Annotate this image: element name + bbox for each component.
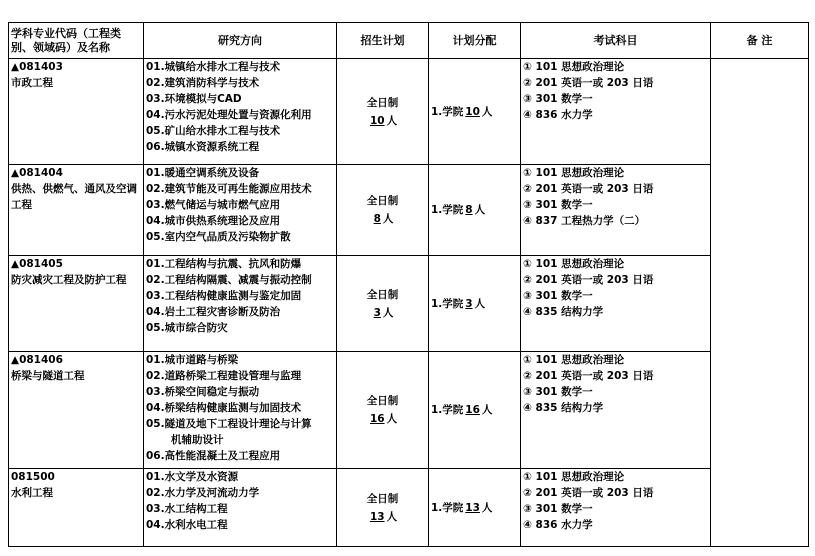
- major-cell: [9, 469, 144, 547]
- exams-cell: [521, 165, 711, 256]
- header-allocation: 计划分配: [429, 23, 521, 59]
- direction-item: 02.建筑节能及可再生能源应用技术: [146, 183, 312, 195]
- exam-item: ① 101 思想政治理论: [523, 471, 625, 483]
- allocation-cell: [429, 352, 521, 469]
- plan-count: 13: [369, 510, 385, 523]
- exam-item: ④ 835 结构力学: [523, 306, 604, 318]
- direction-item: 03.工程结构健康监测与鉴定加固: [146, 290, 302, 302]
- plan-count: 16: [369, 413, 385, 425]
- exam-item: ① 101 思想政治理论: [523, 258, 625, 270]
- allocation-cell: [429, 165, 521, 256]
- header-row: [9, 23, 809, 59]
- major-name: 市政工程: [11, 77, 53, 89]
- exam-item: ② 201 英语一或 203 日语: [523, 487, 654, 499]
- alloc-count: 16: [465, 404, 480, 416]
- direction-item: 06.城镇水资源系统工程: [146, 141, 260, 153]
- allocation-cell: [429, 256, 521, 352]
- header-notes: 备 注: [711, 23, 809, 59]
- direction-item: 05.城市综合防灾: [146, 322, 228, 334]
- alloc-prefix: 1.学院: [431, 501, 464, 514]
- direction-item: 03.环境模拟与CAD: [146, 93, 242, 105]
- exam-item: ④ 836 水力学: [523, 519, 593, 531]
- direction-item-continued: 机辅助设计: [171, 434, 224, 446]
- alloc-unit: 人: [481, 501, 493, 514]
- alloc-unit: 人: [474, 204, 486, 216]
- exam-item: ① 101 思想政治理论: [523, 354, 625, 366]
- direction-item: 06.高性能混凝土及工程应用: [146, 450, 281, 462]
- plan-quota: [339, 410, 426, 428]
- allocation-cell: [429, 469, 521, 547]
- major-name: 供热、供燃气、通风及空调工程: [11, 183, 137, 211]
- plan-mode: 全日制: [366, 492, 399, 505]
- alloc-prefix: 1.学院: [431, 297, 464, 310]
- plan-unit: 人: [386, 510, 398, 523]
- table-row: [9, 59, 809, 165]
- direction-item: 01.暖通空调系统及设备: [146, 167, 260, 179]
- alloc-unit: 人: [481, 105, 493, 118]
- header-directions: 研究方向: [144, 23, 337, 59]
- enrollment-table: [8, 22, 809, 547]
- plan-count: 3: [373, 306, 381, 319]
- table-row: [9, 469, 809, 547]
- direction-item: 03.燃气储运与城市燃气应用: [146, 199, 281, 211]
- direction-item: 04.水利水电工程: [146, 519, 228, 531]
- direction-item: 01.水文学及水资源: [146, 471, 239, 483]
- major-cell: [9, 256, 144, 352]
- exams-cell: [521, 352, 711, 469]
- direction-item: 05.矿山给水排水工程与技术: [146, 125, 281, 137]
- exam-item: ① 101 思想政治理论: [523, 167, 625, 179]
- major-name: 水利工程: [11, 487, 53, 499]
- major-cell: [9, 352, 144, 469]
- major-cell: [9, 59, 144, 165]
- plan-quota: [339, 304, 426, 322]
- exam-item: ② 201 英语一或 203 日语: [523, 77, 654, 89]
- alloc-prefix: 1.学院: [431, 404, 464, 416]
- exam-item: ③ 301 数学一: [523, 199, 593, 211]
- major-name: 桥梁与隧道工程: [11, 370, 85, 382]
- plan-unit: 人: [386, 114, 398, 127]
- direction-item: 01.城镇给水排水工程与技术: [146, 61, 281, 73]
- exam-item: ② 201 英语一或 203 日语: [523, 274, 654, 286]
- exams-cell: [521, 469, 711, 547]
- major-code: ▲081403: [11, 61, 63, 73]
- directions-cell: [144, 469, 337, 547]
- header-plan: 招生计划: [337, 23, 429, 59]
- major-cell: [9, 165, 144, 256]
- alloc-prefix: 1.学院: [431, 204, 464, 216]
- plan-count: 8: [373, 213, 381, 225]
- exam-item: ③ 301 数学一: [523, 93, 593, 105]
- direction-item: 02.建筑消防科学与技术: [146, 77, 260, 89]
- allocation-cell: [429, 59, 521, 165]
- direction-item: 02.水力学及河流动力学: [146, 487, 260, 499]
- exam-item: ④ 836 水力学: [523, 109, 593, 121]
- plan-cell: [337, 469, 429, 547]
- directions-cell: [144, 352, 337, 469]
- direction-item: 03.桥梁空间稳定与振动: [146, 386, 260, 398]
- exam-item: ③ 301 数学一: [523, 386, 593, 398]
- major-code: ▲081406: [11, 354, 63, 366]
- directions-cell: [144, 256, 337, 352]
- plan-cell: [337, 165, 429, 256]
- direction-item: 04.污水污泥处理处置与资源化利用: [146, 109, 312, 121]
- direction-item: 01.工程结构与抗震、抗风和防爆: [146, 258, 302, 270]
- plan-quota: [339, 210, 426, 228]
- header-code: 学科专业代码（工程类别、领域码）及名称: [9, 23, 144, 59]
- major-name: 防灾减灾工程及防护工程: [11, 274, 127, 286]
- major-code: ▲081405: [11, 258, 63, 270]
- direction-item: 01.城市道路与桥梁: [146, 354, 239, 366]
- directions-cell: [144, 59, 337, 165]
- alloc-unit: 人: [481, 404, 493, 416]
- direction-item: 03.水工结构工程: [146, 503, 228, 515]
- major-code: ▲081404: [11, 167, 63, 179]
- plan-mode: 全日制: [366, 288, 399, 301]
- exam-item: ① 101 思想政治理论: [523, 61, 625, 73]
- plan-mode: 全日制: [366, 395, 399, 407]
- alloc-count: 8: [465, 204, 473, 216]
- exam-item: ④ 835 结构力学: [523, 402, 604, 414]
- table-row: [9, 165, 809, 256]
- plan-unit: 人: [382, 213, 394, 225]
- plan-quota: [339, 508, 426, 526]
- table-row: [9, 352, 809, 469]
- major-code: 081500: [11, 471, 55, 483]
- exam-item: ③ 301 数学一: [523, 503, 593, 515]
- plan-quota: [339, 112, 426, 130]
- plan-mode: 全日制: [366, 96, 399, 109]
- direction-item: 04.城市供热系统理论及应用: [146, 215, 281, 227]
- alloc-count: 3: [465, 297, 473, 310]
- exam-item: ② 201 英语一或 203 日语: [523, 370, 654, 382]
- alloc-prefix: 1.学院: [431, 105, 464, 118]
- exam-item: ② 201 英语一或 203 日语: [523, 183, 654, 195]
- plan-cell: [337, 256, 429, 352]
- direction-item: 04.岩土工程灾害诊断及防治: [146, 306, 281, 318]
- direction-item: 04.桥梁结构健康监测与加固技术: [146, 402, 302, 414]
- plan-count: 10: [369, 114, 385, 127]
- exam-item: ③ 301 数学一: [523, 290, 593, 302]
- plan-cell: [337, 352, 429, 469]
- plan-mode: 全日制: [366, 195, 399, 207]
- table-row: [9, 256, 809, 352]
- alloc-unit: 人: [474, 297, 486, 310]
- direction-item: 02.道路桥梁工程建设管理与监理: [146, 370, 302, 382]
- direction-item: 05.室内空气品质及污染物扩散: [146, 231, 291, 243]
- plan-unit: 人: [382, 306, 394, 319]
- alloc-count: 10: [465, 105, 480, 118]
- notes-cell: [711, 59, 809, 547]
- directions-cell: [144, 165, 337, 256]
- direction-item: 05.隧道及地下工程设计理论与计算: [146, 418, 312, 430]
- alloc-count: 13: [465, 501, 480, 514]
- exams-cell: [521, 59, 711, 165]
- exam-item: ④ 837 工程热力学（二）: [523, 215, 646, 227]
- header-exams: 考试科目: [521, 23, 711, 59]
- direction-item: 02.工程结构隔震、减震与振动控制: [146, 274, 312, 286]
- plan-cell: [337, 59, 429, 165]
- exams-cell: [521, 256, 711, 352]
- plan-unit: 人: [386, 413, 398, 425]
